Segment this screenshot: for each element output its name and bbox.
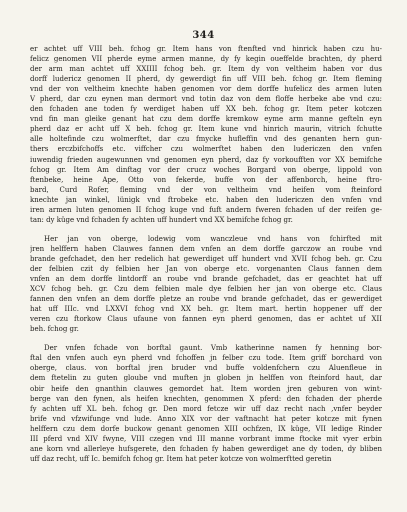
- text-line: Der vnfen fchade von borftal gaunt. Vmb katherinne namen fy henning bor-: [44, 344, 382, 353]
- text-line: helffern czu dem dorfe buckow genant genomen XIII ochfzen, IX küge, VII ledige Rinder: [30, 424, 382, 433]
- text-line: hat uff IIIc. vnd LXXVI fchog vnd XX beh. gr. Item mart. hertin hoppener uff der: [30, 305, 382, 314]
- text-line: uff daz recht, uff Ic. bemifch fchog gr. Item hat peter kotcze von wolmerftted geretin: [30, 454, 332, 463]
- text-line: Her jan von oberge, lodewig vom wanczleue vnd hans von fchirfted mit: [44, 234, 382, 243]
- text-line: der felbien czit dy felbien her Jan von oberge etc. vorgenanten Claus fannen dem: [30, 264, 382, 273]
- text-line: jren helffern haben Clauwes fannen dem vnfen an dem dorffe garczow an roube vnd: [30, 244, 382, 253]
- text-line: der arm man achtet uff XXIIII fchog beh. gr. Item dy von veltheim haben vor dus: [30, 65, 382, 74]
- text-line: dem ftetelin zu guten gloube vnd muften jn globen jn helffen von fteinford haut, dar: [30, 374, 382, 383]
- text-line: bard, Curd Rofer, fleming vnd der von veltheim vnd heifen vom fteinford: [30, 185, 382, 194]
- body-text: [30, 44, 382, 464]
- page-number: 344: [192, 30, 215, 41]
- text-line: III pferd vnd XIV fwyne, VIII czegen vnd III manne vorbrant imme ftocke mit vyer erbin: [30, 434, 382, 443]
- text-line: er achtet uff VIII beh. fchog gr. Item hans von ftenfted vnd hinrick haben czu hu-: [30, 45, 382, 53]
- text-line: felicz genomen VII pherde eyme armen manne, dy fy kegin oueffelde brachten, dy pherd: [30, 55, 382, 64]
- text-line: thers erczbifchoffs etc. viffcher czu wolmerftet haben den ludericzen den vnfen: [30, 145, 382, 154]
- text-line: beh. fchog gr.: [30, 325, 79, 334]
- text-line: XCV fchog beh. gr. Czu dem felbien male dye felbien her jan von oberge etc. Claus: [30, 285, 382, 294]
- text-line: oberge, claus. von borftal jren bruder vnd buffe voldenfchern czu Aluenfleue in: [30, 364, 382, 373]
- text-line: fchog gr. Item Am dinftag vor der crucz woches Borgard von oberge, lippold von: [30, 165, 382, 174]
- text-line: brande gefchadet, den her redelich hat gewerdiget uff hundert vnd XVII fchog beh. gr. Czu: [30, 254, 382, 263]
- text-line: V pherd, dar czu eynen man dermort vnd totin daz von dem floffe herbeke abe vnd czu:: [30, 95, 382, 104]
- text-line: vnd fin man gleike genant hat czu dem dorffe kremkow eyme arm manne gefteln eyn: [30, 115, 382, 124]
- text-line: ane korn vnd allerleye hufsgerete, den fchaden fy haben gewerdiget ane dy toden, dy bliben: [30, 444, 382, 453]
- text-line: ftal den vnfen auch eyn pherd vnd fchoffen jn felber czu tode. Item griff borchard von: [30, 354, 382, 363]
- text-line: iuwendig frieden augewunnen vnd genomen eyn pherd, daz fy vorkoufften vor XX bemifche: [30, 155, 382, 164]
- text-line: vnd der von veltheim knechte haben genomen vor dem dorffe hufelicz des armen luten: [30, 85, 382, 94]
- text-line: ftenbeke, heine Ape, Otto von fekerde, buffe von der affenborch, heine ftro-: [30, 175, 382, 184]
- text-line: pherd daz er acht uff X beh. fchog gr. Item kune vnd hinrich maurin, vitrich fchutte: [30, 125, 382, 134]
- text-line: den fchaden ane toden fy werdiget haben uff XX beh. fchog gr. Item peter kotczen: [30, 105, 382, 114]
- text-line: dorff ludericz genomen II pherd, dy gewerdigt fin uff VIII beh. fchog gr. Item fleming: [30, 75, 382, 84]
- text-line: tan: dy küge vnd fchaden fy achten uff hundert vnd XX bemifche fchog gr.: [30, 215, 293, 224]
- text-line: vnfen an dem dorffe lintdorff an roube vnd brande gefchadet, das er geachtet hat uff: [30, 275, 382, 284]
- paragraph-gap: [30, 334, 382, 343]
- text-line: berge van den fynen, als heifen knechten, genommen X pferd: den fchaden der pherde: [30, 394, 382, 403]
- text-line: fy achten uff XL beh. fchog gr. Den mord fetcze wir uff daz recht nach ,vnfer beyder: [30, 404, 382, 413]
- paragraph-gap: [30, 225, 382, 234]
- text-line: alle holtefinde czu wolmerftet, dar czu fmycke hufleffin vnd des genanten hern gun-: [30, 135, 382, 144]
- text-line: obir heife den gnanthin clauwes gemordet hat. Item worden jren geburen von wint-: [30, 384, 382, 393]
- text-line: brife vnd vfzwifunge vnd lude. Anno XIX vor der vaftnacht hat peter kotcze mit fynen: [30, 414, 382, 423]
- text-line: veren czu ftorkow Claus ufaune von fannen eyn pherd genomen, das er achtet uf XII: [30, 315, 382, 324]
- text-line: knechte jan winkel, lünigk vnd ftrobeke etc. haben den ludericzen den vnfen vnd: [30, 195, 382, 204]
- text-line: iren armen luten genomen II fchog kuge vnd fuft andern fweren fchaden uf der reifen ge-: [30, 205, 382, 214]
- text-line: fannen den vnfen an dem dorffe pletze an roube vnd brande gefchadet, das er gewerdiget: [30, 295, 382, 304]
